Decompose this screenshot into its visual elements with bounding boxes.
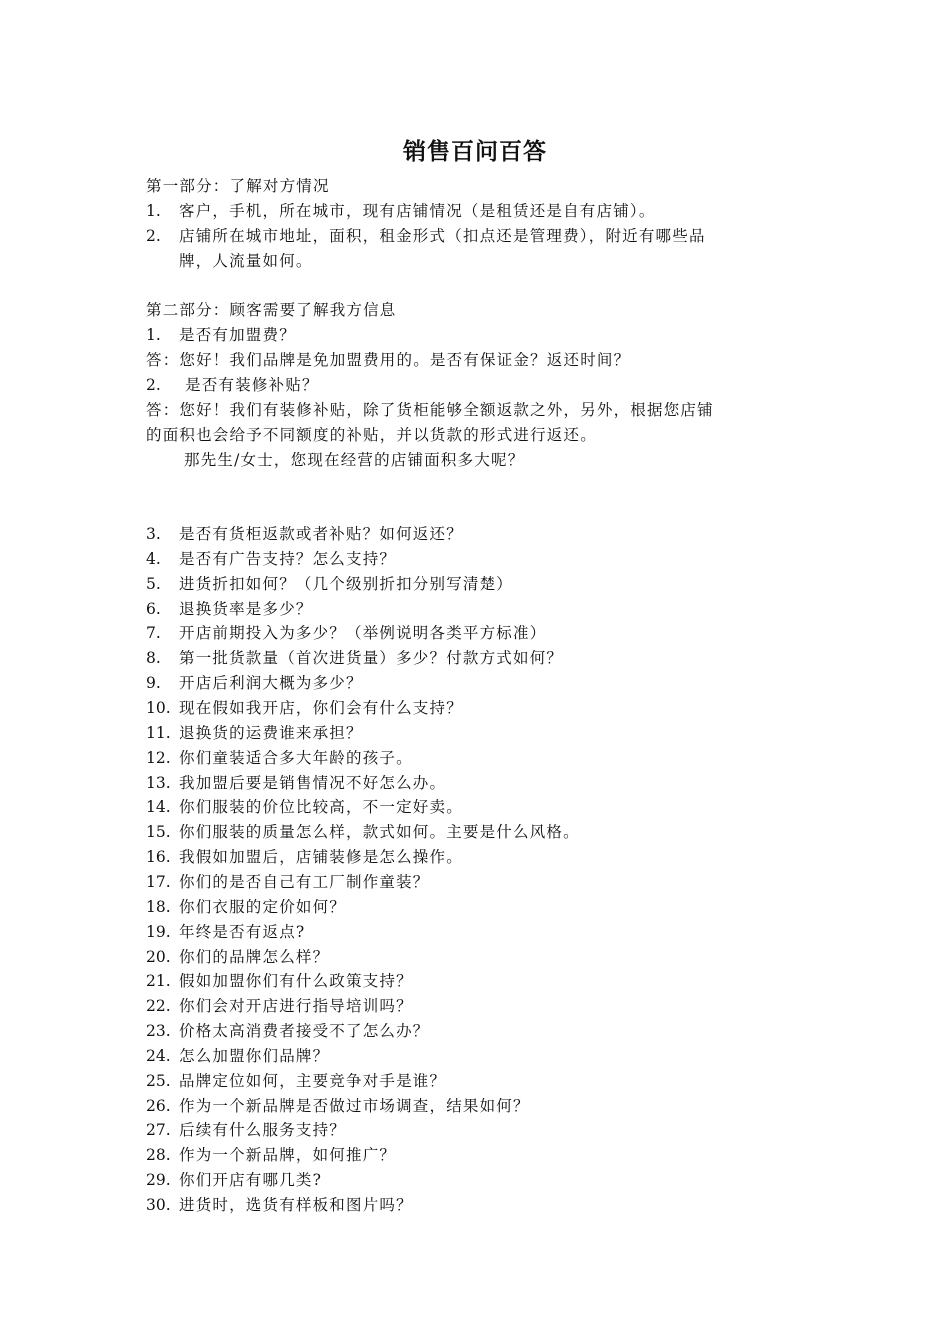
part2-heading: 第二部分：顾客需要了解我方信息 (146, 301, 397, 319)
question-item (146, 671, 810, 696)
question-item (146, 771, 810, 796)
item-number: 30. (146, 1196, 171, 1214)
item-text: 你们服装的价位比较高，不一定好卖。 (179, 798, 463, 817)
part2-question-2 (146, 373, 810, 398)
item-number: 27. (146, 1121, 171, 1140)
item-text: 是否有加盟费？ (179, 326, 296, 344)
item-text: 第一批货款量（首次进货量）多少？付款方式如何？ (179, 649, 564, 668)
item-number: 1. (146, 326, 161, 344)
item-number: 2. (146, 227, 161, 245)
item-text: 退换货率是多少？ (179, 599, 313, 618)
item-number: 5. (146, 574, 161, 593)
question-item (146, 795, 810, 820)
question-item (146, 820, 810, 845)
item-text: 进货时，选货有样板和图片吗？ (179, 1196, 413, 1214)
item-number: 2. (146, 376, 161, 394)
item-number: 24. (146, 1046, 171, 1065)
item-text: 是否有广告支持？怎么支持？ (179, 549, 397, 568)
item-number: 10. (146, 699, 171, 717)
item-number: 4. (146, 549, 161, 568)
question-item (146, 945, 810, 970)
question-item (146, 1193, 810, 1218)
item-text: 店铺所在城市地址，面积，租金形式（扣点还是管理费），附近有哪些品 (179, 227, 706, 245)
item-number: 11. (146, 723, 171, 742)
question-item (146, 845, 810, 870)
item-text: 你们会对开店进行指导培训吗？ (179, 997, 413, 1016)
question-item (146, 721, 810, 746)
question-item (146, 1168, 810, 1193)
item-number: 12. (146, 748, 171, 767)
question-item (146, 696, 810, 721)
part2-answer-2-line-1: 答：您好！我们有装修补贴，除了货柜能够全额返款之外，另外，根据您店铺 (146, 401, 714, 419)
part1-heading: 第一部分：了解对方情况 (146, 177, 330, 195)
item-number: 18. (146, 897, 171, 916)
item-number: 3. (146, 525, 161, 543)
part2-answer-1: 答：您好！我们品牌是免加盟费用的。是否有保证金？返还时间？ (146, 351, 631, 369)
item-text: 你们服装的质量怎么样，款式如何。主要是什么风格。 (179, 823, 580, 842)
item-text: 是否有装修补贴？ (179, 376, 319, 394)
item-number: 28. (146, 1146, 171, 1165)
item-number: 29. (146, 1171, 171, 1190)
question-item (146, 746, 810, 771)
item-text: 价格太高消费者接受不了怎么办？ (179, 1022, 430, 1040)
item-text: 品牌定位如何，主要竞争对手是谁？ (179, 1071, 447, 1090)
question-item (146, 597, 810, 622)
item-text: 开店前期投入为多少？（举例说明各类平方标准） (179, 624, 547, 643)
question-item (146, 1094, 810, 1119)
item-text: 年终是否有返点? (179, 922, 306, 941)
part2-answer-2-line-3: 那先生/女士，您现在经营的店铺面积多大呢？ (184, 451, 525, 469)
question-item (146, 1069, 810, 1094)
item-number: 20. (146, 947, 171, 966)
question-item (146, 1044, 810, 1069)
item-text: 后续有什么服务支持？ (179, 1121, 347, 1140)
item-text: 你们的是否自己有工厂制作童装？ (179, 872, 430, 891)
question-item (146, 522, 810, 547)
item-text: 是否有货柜返款或者补贴？如何返还？ (179, 525, 463, 543)
item-text: 开店后利润大概为多少？ (179, 674, 363, 693)
item-number: 17. (146, 872, 171, 891)
question-item (146, 969, 810, 994)
item-number: 22. (146, 997, 171, 1016)
item-text: 怎么加盟你们品牌？ (179, 1046, 330, 1065)
question-item (146, 1019, 810, 1044)
question-item (146, 870, 810, 895)
item-number: 8. (146, 649, 161, 668)
part1-item-1 (146, 199, 810, 224)
item-text: 作为一个新品牌是否做过市场调查，结果如何？ (179, 1096, 530, 1115)
item-text: 退换货的运费谁来承担？ (179, 723, 363, 742)
item-number: 9. (146, 674, 161, 693)
item-text: 我假如加盟后，店铺装修是怎么操作。 (179, 848, 463, 866)
item-text: 你们的品牌怎么样？ (179, 947, 330, 966)
question-item (146, 895, 810, 920)
question-item (146, 1143, 810, 1168)
question-item (146, 646, 810, 671)
item-number: 7. (146, 624, 161, 643)
question-item (146, 621, 810, 646)
item-text: 你们开店有哪几类? (179, 1171, 323, 1190)
part2-question-1 (146, 323, 810, 348)
item-number: 19. (146, 922, 171, 941)
item-number: 14. (146, 798, 171, 817)
question-item (146, 572, 810, 597)
item-text: 客户，手机，所在城市，现有店铺情况（是租赁还是自有店铺）。 (179, 202, 656, 220)
part1-item-2-continued: 牌，人流量如何。 (179, 252, 313, 270)
item-number: 13. (146, 773, 171, 792)
item-number: 1. (146, 202, 161, 220)
part1-item-2 (146, 224, 810, 249)
part2-answer-2-line-2: 的面积也会给予不同额度的补贴，并以货款的形式进行返还。 (146, 426, 597, 444)
question-item (146, 994, 810, 1019)
item-number: 6. (146, 599, 161, 618)
item-number: 15. (146, 823, 171, 842)
page-title: 销售百问百答 (403, 139, 547, 165)
question-item (146, 920, 810, 945)
question-item (146, 547, 810, 572)
item-text: 假如加盟你们有什么政策支持？ (179, 972, 413, 991)
item-number: 25. (146, 1071, 171, 1090)
question-item (146, 1118, 810, 1143)
item-number: 26. (146, 1096, 171, 1115)
item-text: 我加盟后要是销售情况不好怎么办。 (179, 773, 447, 792)
item-number: 23. (146, 1022, 171, 1040)
item-text: 作为一个新品牌，如何推广？ (179, 1146, 397, 1165)
item-text: 现在假如我开店，你们会有什么支持？ (179, 699, 463, 717)
item-text: 进货折扣如何？（几个级别折扣分别写清楚） (179, 574, 514, 593)
item-number: 16. (146, 848, 171, 866)
item-text: 你们衣服的定价如何？ (179, 897, 347, 916)
item-text: 你们童装适合多大年龄的孩子。 (179, 748, 413, 767)
item-number: 21. (146, 972, 171, 991)
